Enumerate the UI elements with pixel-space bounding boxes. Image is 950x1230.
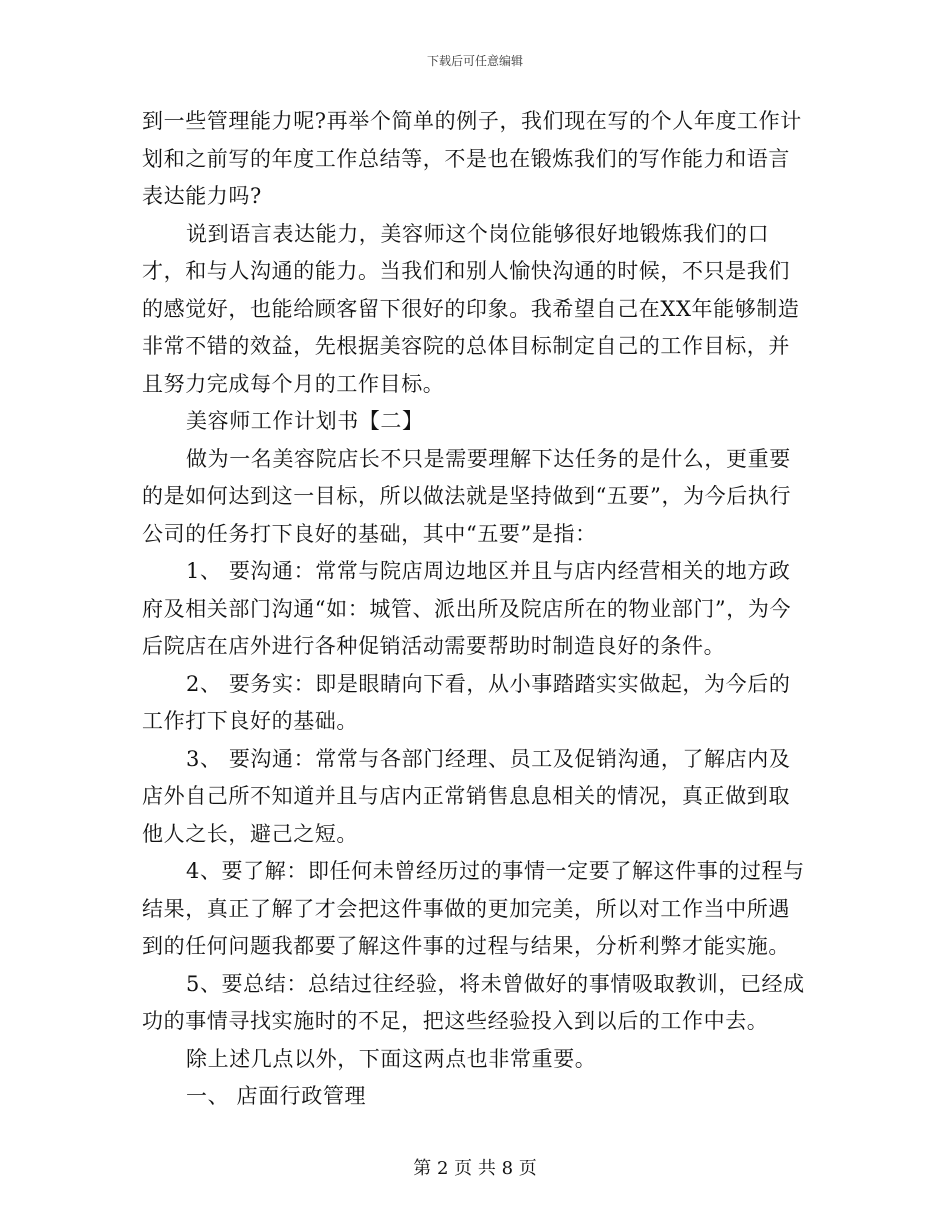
page-number: 第 2 页 共 8 页 [413,1158,537,1179]
paragraph: 说到语言表达能力，美容师这个岗位能够很好地锻炼我们的口才，和与人沟通的能力。当我们和别人愉快沟通的时候，不只是我们的感觉好，也能给顾客留下很好的印象。我希望自己在XX年能够制造非常不错的效益，先根据美容院的总体目标制定自己的工作目标，并且努力完成每个月的工作目标。 [142,221,800,396]
document-body [142,103,810,1116]
list-item: 4、要了解：即任何未曾经历过的事情一定要了解这件事的过程与结果，真正了解了才会把这件事做的更加完美，所以对工作当中所遇到的任何问题我都要了解这件事的过程与结果，分析利弊才能实施。 [142,859,805,958]
section-heading: 美容师工作计划书【二】 [186,409,424,433]
page-header-note: 下载后可任意编辑 [426,54,523,68]
paragraph: 除上述几点以外，下面这两点也非常重要。 [186,1046,597,1071]
list-item: 1、 要沟通：常常与院店周边地区并且与店内经营相关的地方政府及相关部门沟通“如：城管、派出所及院店所在的物业部门”，为今后院店在店外进行各种促销活动需要帮助时制造良好的条件。 [142,559,792,658]
list-item: 3、 要沟通：常常与各部门经理、员工及促销沟通，了解店内及店外自己所不知道并且与店内正常销售息息相关的情况，真正做到取他人之长，避己之短。 [142,746,791,846]
paragraph: 做为一名美容院店长不只是需要理解下达任务的是什么，更重要的是如何达到这一目标，所以做法就是坚持做到“五要”，为今后执行公司的任务打下良好的基础，其中“五要”是指： [142,446,792,546]
subsection-heading: 一、 店面行政管理 [186,1084,367,1108]
list-item: 5、要总结：总结过往经验，将未曾做好的事情吸取教训，已经成功的事情寻找实施时的不足，把这些经验投入到以后的工作中去。 [142,971,805,1033]
list-item: 2、 要务实：即是眼睛向下看，从小事踏踏实实做起，为今后的工作打下良好的基础。 [142,671,791,733]
paragraph: 到一些管理能力呢?再举个简单的例子，我们现在写的个人年度工作计划和之前写的年度工作总结等，不是也在锻炼我们的写作能力和语言表达能力吗? [142,109,802,208]
